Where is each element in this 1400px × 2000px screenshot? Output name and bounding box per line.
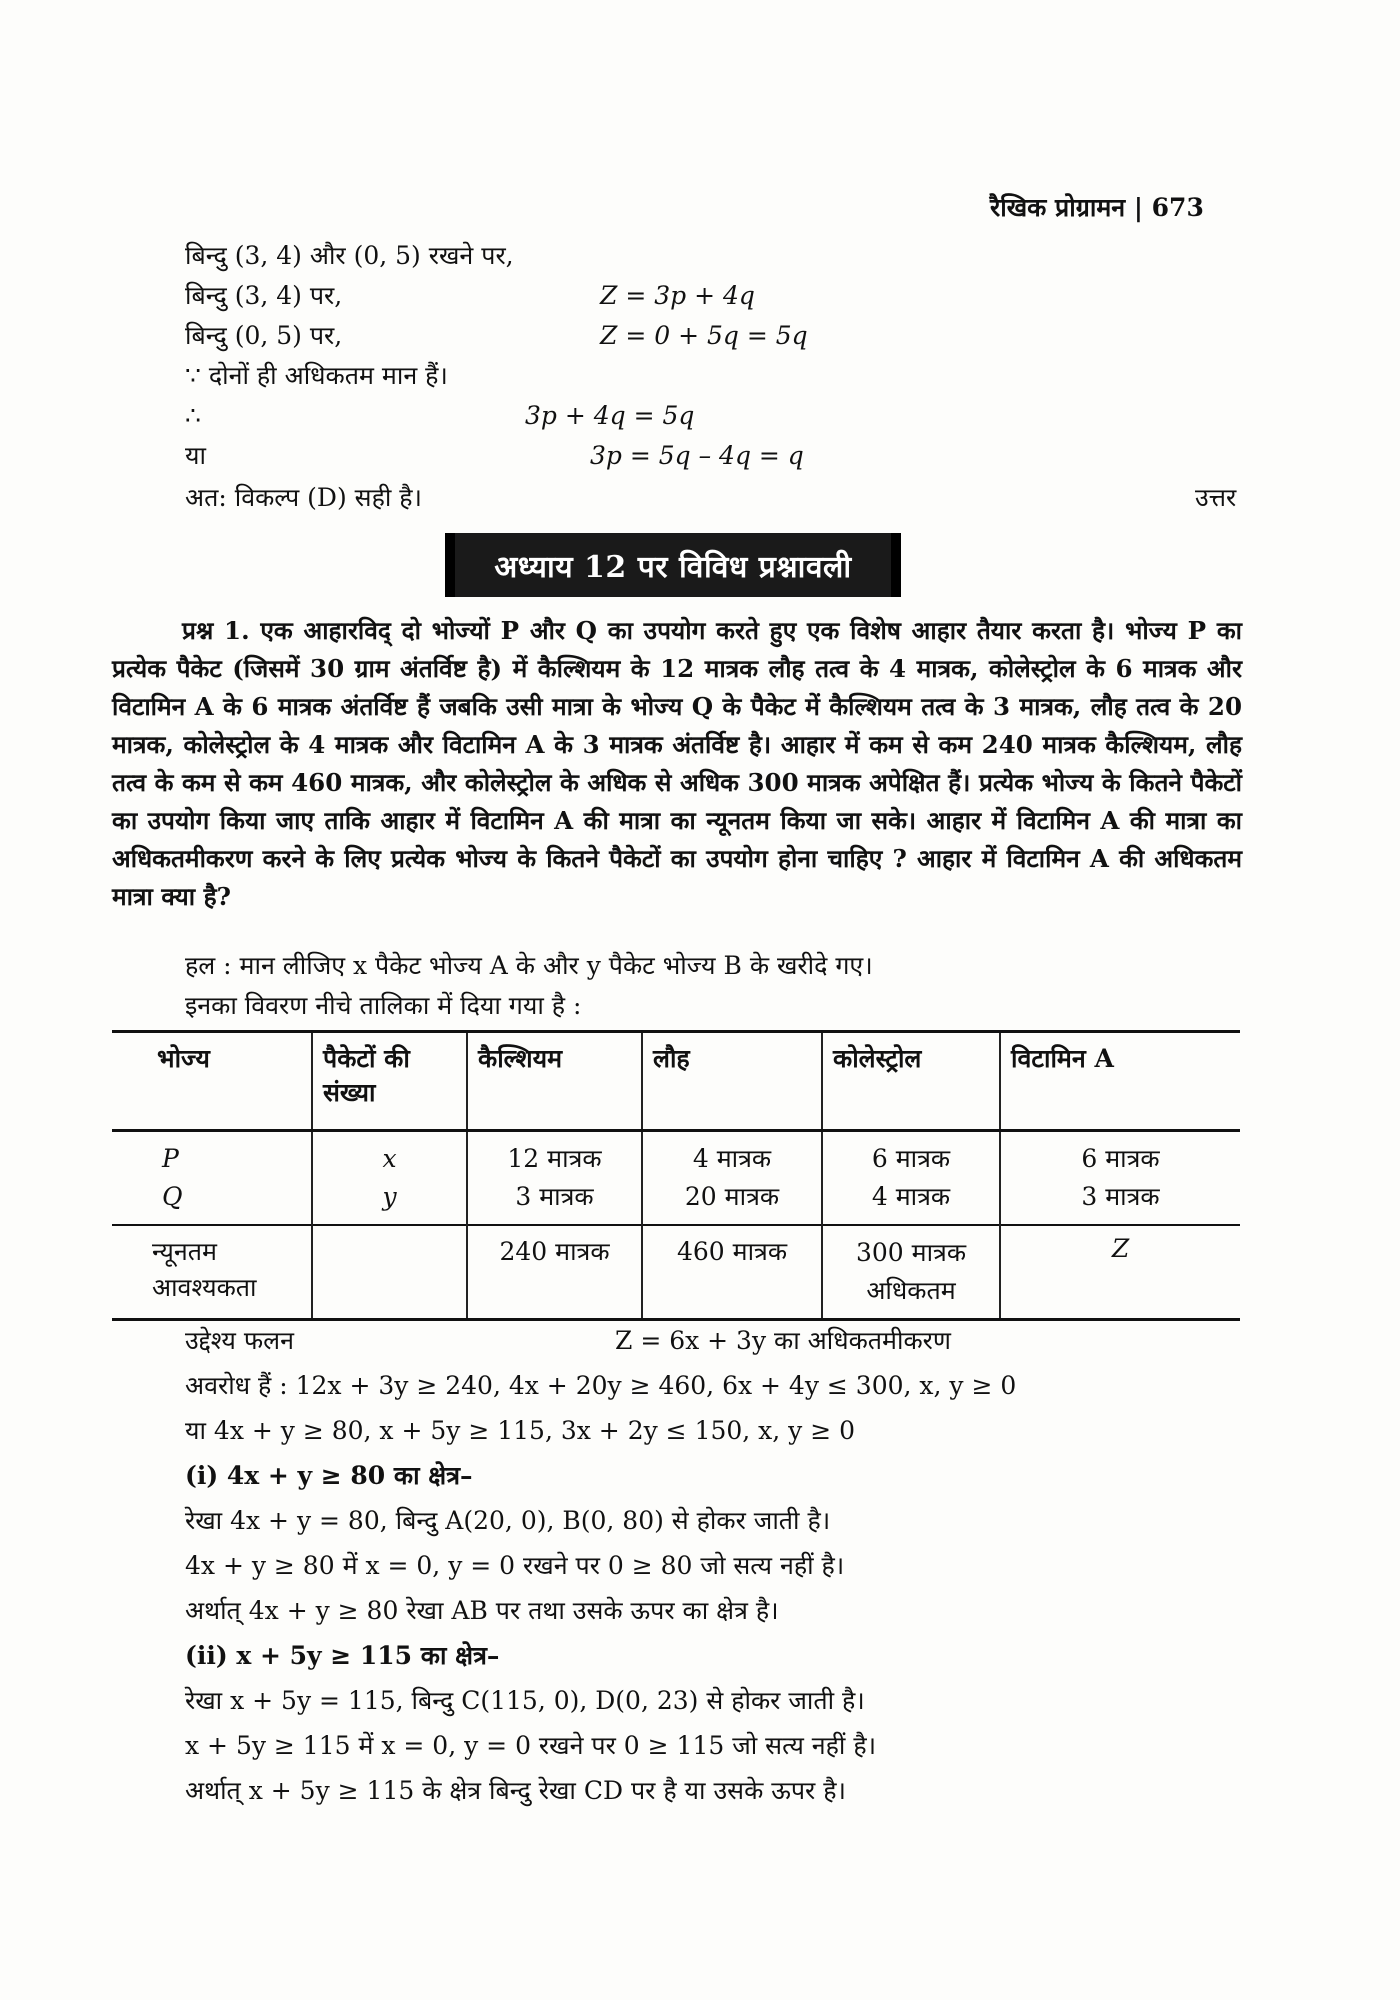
banner-title: अध्याय 12 पर विविध प्रश्नावली [494, 549, 852, 585]
question-paragraph [112, 612, 1242, 916]
table-cell: 3 मात्रक [515, 1182, 594, 1211]
objective-label: उद्देश्य फलन [185, 1326, 294, 1355]
table-header: कोलेस्ट्रोल [822, 1032, 1000, 1131]
table-header: लौह [642, 1032, 822, 1131]
text-line: x + 5y ≥ 115 में x = 0, y = 0 रखने पर 0 ≥ 115 जो सत्य नहीं है। [185, 1731, 877, 1760]
table-cell: 240 मात्रक [467, 1225, 642, 1320]
text-line: या 4x + y ≥ 80, x + 5y ≥ 115, 3x + 2y ≤ 150, x, y ≥ 0 [185, 1416, 856, 1445]
answer-mark: उत्तर [1195, 483, 1237, 512]
table-cell: 6 मात्रक [1081, 1144, 1160, 1173]
text-line: अत: विकल्प (D) सही है। [185, 483, 423, 512]
text-line: बिन्दु (3, 4) पर, [185, 281, 343, 310]
section-banner [445, 533, 901, 597]
nutrient-table [112, 1030, 1240, 1321]
table-header: पैकेटों की संख्या [312, 1032, 467, 1131]
text-line: अर्थात् 4x + y ≥ 80 रेखा AB पर तथा उसके ऊपर का क्षेत्र है। [185, 1596, 779, 1625]
text-line: बिन्दु (3, 4) और (0, 5) रखने पर, [185, 241, 514, 270]
objective-equation: Z = 6x + 3y का अधिकतमीकरण [615, 1326, 951, 1355]
table-cell: y [382, 1182, 397, 1211]
text-line: ∵ दोनों ही अधिकतम मान हैं। [185, 361, 448, 390]
solution-line: हल : मान लीजिए x पैकेट भोज्य A के और y पैकेट भोज्य B के खरीदे गए। [185, 951, 873, 980]
table-cell: 4 मात्रक [692, 1144, 772, 1173]
question-text: प्रश्न 1. एक आहारविद् दो भोज्यों P और Q का उपयोग करते हुए एक विशेष आहार तैयार करता है। भोज्य P का प्रत्येक पैकेट (जिसमें 30 ग्राम अंतर्विष्ट है) में कैल्शियम के 12 मात्रक लौह तत्व के 4 मात्रक, कोलेस्ट्रोल के 6 मात्रक और विटामिन A के 6 मात्रक अंतर्विष्ट हैं जबकि उसी मात्रा के भोज्य Q के पैकेट में कैल्शियम तत्व के 3 मात्रक, लौह तत्व के 20 मात्रक, कोलेस्ट्रोल के 4 मात्रक और विटामिन A के 3 मात्रक अंतर्विष्ट है। आहार में कम से कम 240 मात्रक कैल्शियम, लौह तत्व के कम से कम 460 मात्रक, और कोलेस्ट्रोल के अधिक से अधिक 300 मात्रक अपेक्षित हैं। प्रत्येक भोज्य के कितने पैकेटों का उपयोग किया जाए ताकि आहार में विटामिन A की मात्रा का न्यूनतम किया जा सके। आहार में विटामिन A की मात्रा का अधिकतमीकरण करने के लिए प्रत्येक भोज्य के कितने पैकेटों का उपयोग होना चाहिए ? आहार में विटामिन A की अधिकतम मात्रा क्या है? [112, 616, 1242, 911]
text-line: बिन्दु (0, 5) पर, [185, 321, 343, 350]
table-cell: न्यूनतम आवश्यकता [152, 1237, 257, 1302]
table-row [112, 1131, 1240, 1226]
table-row [112, 1225, 1240, 1320]
equation: 3p = 5q – 4q = q [590, 441, 804, 470]
equation: Z = 0 + 5q = 5q [600, 321, 808, 350]
table-cell: P [162, 1144, 179, 1173]
subheading: (i) 4x + y ≥ 80 का क्षेत्र– [185, 1461, 473, 1490]
text-line: रेखा 4x + y = 80, बिन्दु A(20, 0), B(0, 80) से होकर जाती है। [185, 1506, 831, 1535]
table-cell: 20 मात्रक [684, 1182, 780, 1211]
solution-line: इनका विवरण नीचे तालिका में दिया गया है : [185, 991, 582, 1020]
table-header: भोज्य [157, 1044, 210, 1073]
table-cell [312, 1225, 467, 1320]
text-line: या [185, 441, 206, 470]
text-line: अवरोध हैं : 12x + 3y ≥ 240, 4x + 20y ≥ 460, 6x + 4y ≤ 300, x, y ≥ 0 [185, 1371, 1017, 1400]
table-cell: 3 मात्रक [1081, 1182, 1160, 1211]
text-line: अर्थात् x + 5y ≥ 115 के क्षेत्र बिन्दु रेखा CD पर है या उसके ऊपर है। [185, 1776, 846, 1805]
table-cell: Z [1000, 1225, 1240, 1320]
table-cell: 460 मात्रक [642, 1225, 822, 1320]
subheading: (ii) x + 5y ≥ 115 का क्षेत्र– [185, 1641, 500, 1670]
table-cell: Q [162, 1182, 183, 1211]
equation: Z = 3p + 4q [600, 281, 755, 310]
equation: 3p + 4q = 5q [525, 401, 695, 430]
table-header: विटामिन A [1000, 1032, 1240, 1131]
table-cell: 300 मात्रक अधिकतम [822, 1225, 1000, 1320]
text-line: ∴ [185, 401, 201, 430]
table-cell: 4 मात्रक [871, 1182, 951, 1211]
table-cell: 6 मात्रक [871, 1144, 951, 1173]
text-line: 4x + y ≥ 80 में x = 0, y = 0 रखने पर 0 ≥ 80 जो सत्य नहीं है। [185, 1551, 845, 1580]
table-cell: x [382, 1144, 397, 1173]
table-header-row [112, 1032, 1240, 1131]
page-header: रैखिक प्रोग्रामन | 673 [990, 193, 1204, 222]
text-line: रेखा x + 5y = 115, बिन्दु C(115, 0), D(0, 23) से होकर जाती है। [185, 1686, 865, 1715]
table-header: कैल्शियम [467, 1032, 642, 1131]
table-cell: 12 मात्रक [507, 1144, 602, 1173]
